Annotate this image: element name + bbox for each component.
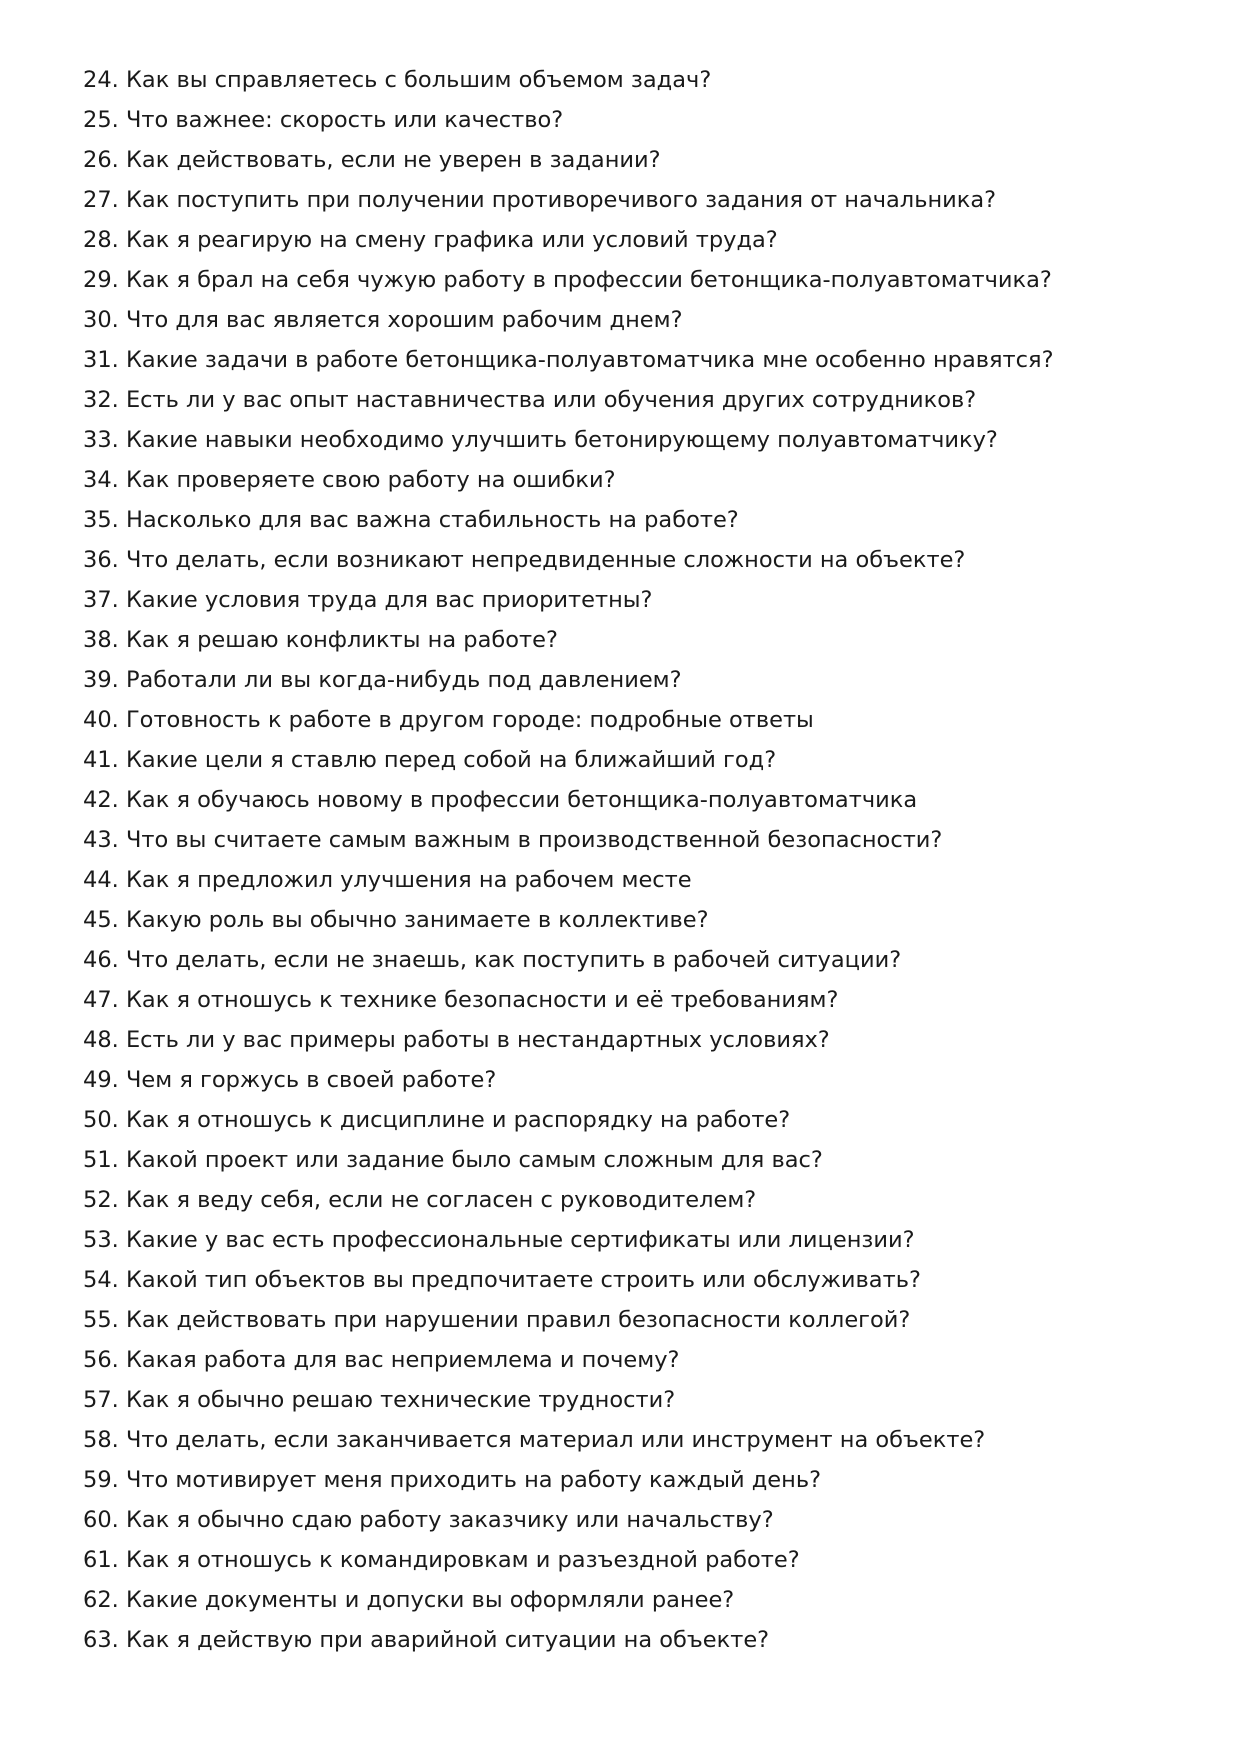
question-number: 58. (83, 1427, 119, 1453)
list-item (83, 700, 1183, 740)
question-number: 34. (83, 467, 119, 493)
question-number: 40. (83, 707, 119, 733)
question-number: 54. (83, 1267, 119, 1293)
question-number: 24. (83, 67, 119, 93)
list-item (83, 140, 1183, 180)
list-item (83, 1420, 1183, 1460)
list-item (83, 1180, 1183, 1220)
question-text: Как вы справляетесь с большим объемом задач? (125, 67, 712, 93)
question-text: Насколько для вас важна стабильность на работе? (125, 507, 739, 533)
list-item (83, 740, 1183, 780)
list-item (83, 60, 1183, 100)
question-number: 42. (83, 787, 119, 813)
list-item (83, 1260, 1183, 1300)
question-text: Какие документы и допуски вы оформляли ранее? (125, 1587, 735, 1613)
question-number: 25. (83, 107, 119, 133)
question-number: 36. (83, 547, 119, 573)
question-text: Как я обычно решаю технические трудности? (125, 1387, 676, 1413)
question-number: 48. (83, 1027, 119, 1053)
question-list (83, 60, 1183, 1660)
question-text: Как я обучаюсь новому в профессии бетонщика-полуавтоматчика (125, 787, 918, 813)
list-item (83, 1620, 1183, 1660)
list-item (83, 100, 1183, 140)
list-item (83, 1380, 1183, 1420)
question-text: Какая работа для вас неприемлема и почему? (125, 1347, 680, 1373)
question-number: 26. (83, 147, 119, 173)
list-item (83, 420, 1183, 460)
question-number: 53. (83, 1227, 119, 1253)
question-text: Как я обычно сдаю работу заказчику или начальству? (125, 1507, 774, 1533)
question-number: 35. (83, 507, 119, 533)
list-item (83, 180, 1183, 220)
list-item (83, 260, 1183, 300)
question-number: 32. (83, 387, 119, 413)
list-item (83, 1020, 1183, 1060)
question-number: 31. (83, 347, 119, 373)
question-text: Что делать, если возникают непредвиденные сложности на объекте? (125, 547, 966, 573)
question-text: Как я веду себя, если не согласен с руководителем? (125, 1187, 757, 1213)
list-item (83, 340, 1183, 380)
question-number: 59. (83, 1467, 119, 1493)
question-number: 56. (83, 1347, 119, 1373)
question-number: 57. (83, 1387, 119, 1413)
question-number: 61. (83, 1547, 119, 1573)
question-text: Чем я горжусь в своей работе? (125, 1067, 497, 1093)
question-text: Как действовать, если не уверен в задании? (125, 147, 661, 173)
question-text: Какие навыки необходимо улучшить бетонирующему полуавтоматчику? (125, 427, 998, 453)
question-text: Что делать, если не знаешь, как поступить в рабочей ситуации? (125, 947, 902, 973)
list-item (83, 900, 1183, 940)
question-text: Какой проект или задание было самым сложным для вас? (125, 1147, 823, 1173)
question-text: Что для вас является хорошим рабочим днем? (125, 307, 683, 333)
question-text: Как я действую при аварийной ситуации на объекте? (125, 1627, 770, 1653)
question-number: 27. (83, 187, 119, 213)
list-item (83, 1340, 1183, 1380)
list-item (83, 1540, 1183, 1580)
list-item (83, 500, 1183, 540)
list-item (83, 1220, 1183, 1260)
list-item (83, 220, 1183, 260)
question-text: Что делать, если заканчивается материал или инструмент на объекте? (125, 1427, 986, 1453)
question-number: 28. (83, 227, 119, 253)
list-item (83, 580, 1183, 620)
question-text: Как я решаю конфликты на работе? (125, 627, 558, 653)
question-text: Как я реагирую на смену графика или условий труда? (125, 227, 778, 253)
list-item (83, 1060, 1183, 1100)
question-number: 30. (83, 307, 119, 333)
question-text: Что важнее: скорость или качество? (125, 107, 564, 133)
question-number: 39. (83, 667, 119, 693)
question-text: Есть ли у вас опыт наставничества или обучения других сотрудников? (125, 387, 977, 413)
question-number: 44. (83, 867, 119, 893)
list-item (83, 540, 1183, 580)
question-number: 47. (83, 987, 119, 1013)
list-item (83, 620, 1183, 660)
question-number: 38. (83, 627, 119, 653)
list-item (83, 460, 1183, 500)
list-item (83, 380, 1183, 420)
question-number: 29. (83, 267, 119, 293)
question-number: 49. (83, 1067, 119, 1093)
list-item (83, 820, 1183, 860)
question-text: Как я отношусь к технике безопасности и её требованиям? (125, 987, 839, 1013)
question-text: Как действовать при нарушении правил безопасности коллегой? (125, 1307, 911, 1333)
question-text: Как поступить при получении противоречивого задания от начальника? (125, 187, 997, 213)
question-text: Как проверяете свою работу на ошибки? (125, 467, 616, 493)
question-number: 37. (83, 587, 119, 613)
list-item (83, 660, 1183, 700)
question-number: 50. (83, 1107, 119, 1133)
list-item (83, 1580, 1183, 1620)
list-item (83, 980, 1183, 1020)
list-item (83, 1140, 1183, 1180)
question-number: 43. (83, 827, 119, 853)
question-number: 62. (83, 1587, 119, 1613)
question-text: Как я предложил улучшения на рабочем месте (125, 867, 692, 893)
list-item (83, 1100, 1183, 1140)
question-number: 63. (83, 1627, 119, 1653)
question-text: Какие у вас есть профессиональные сертификаты или лицензии? (125, 1227, 915, 1253)
question-number: 60. (83, 1507, 119, 1533)
list-item (83, 940, 1183, 980)
list-item (83, 1300, 1183, 1340)
question-text: Как я отношусь к дисциплине и распорядку на работе? (125, 1107, 791, 1133)
question-text: Готовность к работе в другом городе: подробные ответы (125, 707, 814, 733)
question-text: Работали ли вы когда-нибудь под давлением? (125, 667, 682, 693)
list-item (83, 300, 1183, 340)
question-number: 55. (83, 1307, 119, 1333)
list-item (83, 1500, 1183, 1540)
question-text: Что вы считаете самым важным в производственной безопасности? (125, 827, 943, 853)
question-number: 52. (83, 1187, 119, 1213)
question-text: Есть ли у вас примеры работы в нестандартных условиях? (125, 1027, 830, 1053)
question-number: 41. (83, 747, 119, 773)
question-text: Какую роль вы обычно занимаете в коллективе? (125, 907, 709, 933)
question-number: 33. (83, 427, 119, 453)
question-number: 46. (83, 947, 119, 973)
list-item (83, 780, 1183, 820)
question-text: Какие задачи в работе бетонщика-полуавтоматчика мне особенно нравятся? (125, 347, 1054, 373)
question-text: Какие цели я ставлю перед собой на ближайший год? (125, 747, 777, 773)
question-text: Как я отношусь к командировкам и разъездной работе? (125, 1547, 800, 1573)
list-item (83, 860, 1183, 900)
question-text: Что мотивирует меня приходить на работу каждый день? (125, 1467, 822, 1493)
question-number: 45. (83, 907, 119, 933)
question-number: 51. (83, 1147, 119, 1173)
question-text: Какие условия труда для вас приоритетны? (125, 587, 653, 613)
question-text: Какой тип объектов вы предпочитаете строить или обслуживать? (125, 1267, 921, 1293)
question-text: Как я брал на себя чужую работу в профессии бетонщика-полуавтоматчика? (125, 267, 1052, 293)
list-item (83, 1460, 1183, 1500)
